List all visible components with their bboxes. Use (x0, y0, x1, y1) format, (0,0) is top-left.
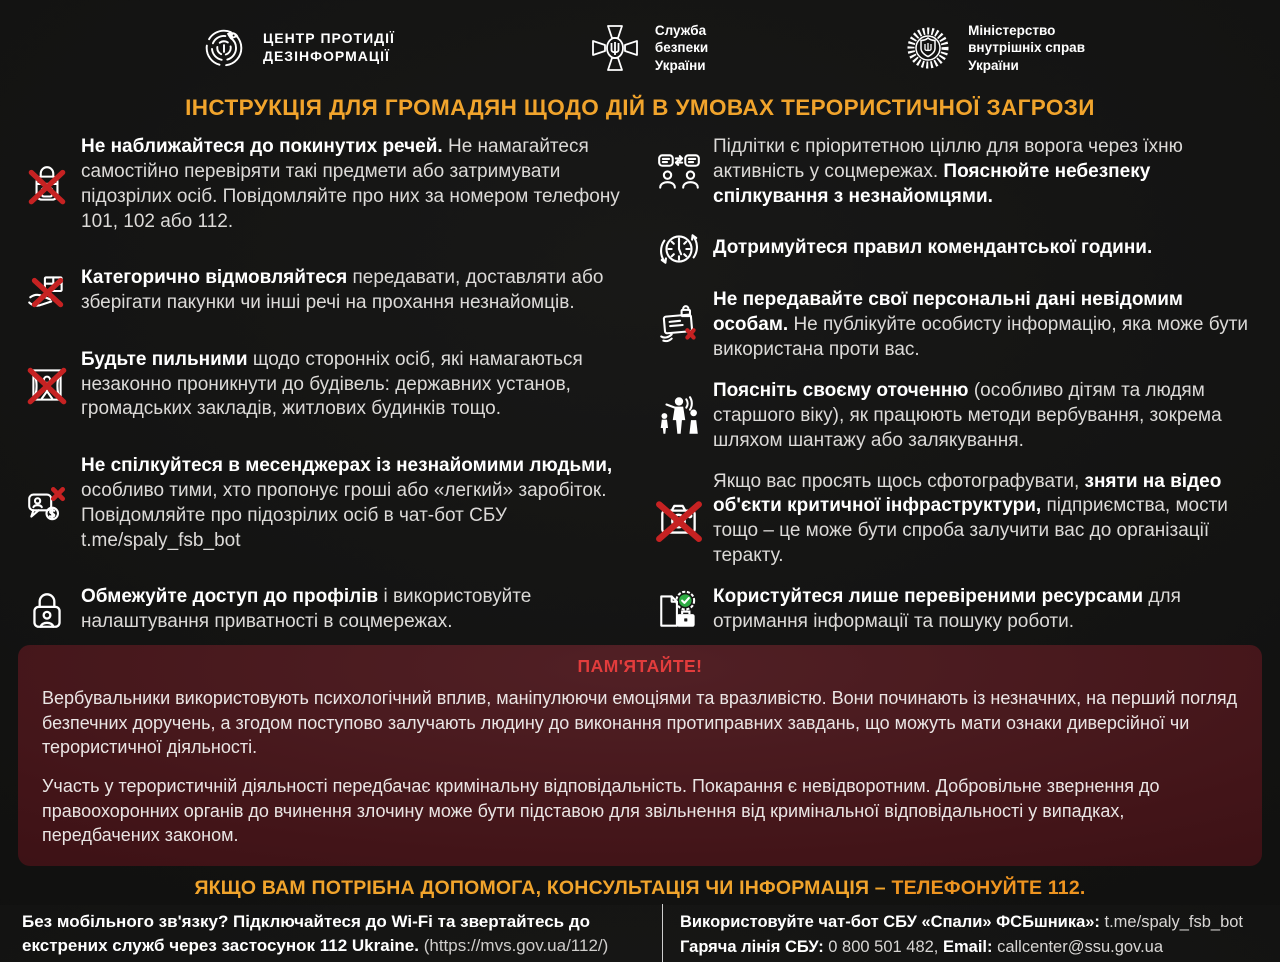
item-text: Підлітки є пріоритетною ціллю для ворога через їхню активність у соцмережах. Пояснюйте небезпеку спілкування з незнайомцями. (713, 136, 1183, 207)
footer-left-url: (https://mvs.gov.ua/112/) (423, 936, 609, 956)
list-item (654, 135, 1258, 210)
item-text: Користуйтеся лише перевіреними ресурсами для отримання інформації та пошуку роботи. (713, 586, 1181, 633)
list-item (22, 266, 626, 316)
list-item (22, 348, 626, 423)
remember-paragraph: Участь у терористичній діяльності передбачає кримінальну відповідальність. Покарання є невідворотним. Добровільне звернення до правоохоронних органів до вчинення злочину може бути підставою для звільнення від кримінальної відповідальності у випадках, передбачених законом. (42, 775, 1160, 846)
mvs-emblem-icon (901, 21, 955, 75)
family-explain-icon (654, 393, 704, 439)
camera-crossed-icon (654, 496, 704, 542)
list-item (22, 585, 626, 635)
item-text: Не спілкуйтеся в месенджерах із незнайомими людьми, особливо тими, хто пропонує гроші або «легкий» заробіток. Повідомляйте про підозрілих осіб в чат-бот СБУ t.me/spaly_fsb_bot (81, 455, 613, 551)
logo-line: України (968, 57, 1019, 73)
backpack-crossed-icon (22, 162, 72, 208)
profile-lock-icon (22, 587, 72, 633)
email-address: callcenter@ssu.gov.ua (997, 937, 1164, 956)
footer-right-line: Використовуйте чат-бот СБУ «Спали» ФСБшника»: t.me/spaly_fsb_bot (680, 912, 1244, 931)
remember-box (18, 645, 1262, 866)
logo-mvs (901, 21, 1085, 75)
logo-cpd-text (263, 30, 395, 66)
left-column (22, 135, 626, 635)
footer-right-line: Гаряча лінія СБУ: 0 800 501 482, Email: callcenter@ssu.gov.ua (680, 937, 1164, 956)
item-text: Не наближайтеся до покинутих речей. Не намагайтеся самостійно перевіряти такі предмети або затримувати підозрілих осіб. Повідомляйте про них за номером телефону 101, 102 або 112. (81, 136, 620, 232)
logo-line: України (654, 57, 706, 73)
item-text: Не передавайте свої персональні дані невідомим особам. Не публікуйте особисту інформацію, яка може бути використана проти вас. (713, 288, 1249, 360)
list-item (22, 454, 626, 554)
help-line-phone: ТЕЛЕФОНУЙТЕ 112. (891, 876, 1086, 899)
cpd-emblem-icon (198, 22, 250, 74)
item-text: Якщо вас просять щось сфотографувати, зняти на відео об'єкти критичної інфраструктури, підприємства, мости тощо – це може бути спроба залучити вас до організації теракту. (713, 470, 1228, 567)
list-item (654, 379, 1258, 454)
instructions (0, 121, 1280, 635)
logo-sbu-text (655, 22, 708, 74)
list-item (22, 135, 626, 235)
list-item (654, 470, 1258, 570)
logo-cpd (198, 22, 395, 74)
sbu-emblem-icon (588, 21, 642, 75)
logo-line: ДЕЗІНФОРМАЦІЇ (263, 48, 390, 64)
item-text: Категорично відмовляйтеся передавати, доставляти або зберігати пакунки чи інші речі на прохання незнайомців. (81, 267, 604, 314)
hand-parcel-crossed-icon (22, 268, 72, 314)
chatbot-link: t.me/spaly_fsb_bot (1104, 912, 1244, 931)
help-line (0, 877, 1280, 900)
item-text: Обмежуйте доступ до профілів і використовуйте налаштування приватності в соцмережах. (81, 586, 532, 633)
logo-line: Служба (654, 23, 707, 39)
item-text: Дотримуйтеся правил комендантської години. (713, 237, 1153, 259)
remember-paragraph: Вербувальники використовують психологічний вплив, маніпулюючи емоціями та вразливістю. Вони починають із незначних, на перший погляд безпечних доручень, а згодом поступово залучають людину до виконання протиправних завдань, що можуть мати ознаки диверсійної чи терористичної діяльності. (42, 688, 1238, 758)
help-line-text: ЯКЩО ВАМ ПОТРІБНА ДОПОМОГА, КОНСУЛЬТАЦІЯ ЧИ ІНФОРМАЦІЯ – (194, 876, 892, 899)
logo-mvs-text (968, 22, 1085, 74)
footer-left (22, 910, 640, 960)
list-item (654, 288, 1258, 363)
teens-chat-icon (654, 149, 704, 195)
header (0, 0, 1280, 83)
item-text: Будьте пильними щодо сторонніх осіб, які намагаються незаконно проникнути до будівель: державних установ, громадських закладів, житлових будинків тощо. (81, 348, 583, 420)
item-text: Поясніть своєму оточенню (особливо дітям та людям старшого віку), як працюють методи вербування, зокрема шляхом шантажу або залякування. (713, 379, 1222, 451)
logo-line: ЦЕНТР ПРОТИДІЇ (263, 30, 395, 47)
remember-title: ПАМ'ЯТАЙТЕ! (577, 656, 703, 676)
verified-resources-icon (654, 587, 704, 633)
logo-sbu (588, 21, 708, 75)
intruder-crossed-icon (22, 362, 72, 408)
footer-divider (662, 904, 663, 962)
footer-right (640, 910, 1243, 960)
hotline-number: 0 800 501 482, (828, 937, 943, 956)
right-column (654, 135, 1258, 635)
logo-line: внутрішніх справ (968, 40, 1085, 56)
page-title: ІНСТРУКЦІЯ ДЛЯ ГРОМАДЯН ЩОДО ДІЙ В УМОВАХ ТЕРОРИСТИЧНОЇ ЗАГРОЗИ (185, 95, 1095, 120)
logo-line: Міністерство (968, 23, 1056, 39)
footer-left-bold: Без мобільного зв'язку? Підключайтеся до Wi-Fi та звертайтесь до екстрених служб через застосунок 112 Ukraine. (22, 911, 590, 956)
curfew-clock-icon (654, 226, 704, 272)
id-card-crossed-icon (654, 302, 704, 348)
chat-money-crossed-icon (22, 481, 72, 527)
logo-line: безпеки (654, 40, 709, 56)
list-item (654, 226, 1258, 272)
list-item (654, 585, 1258, 635)
footer (0, 900, 1280, 960)
